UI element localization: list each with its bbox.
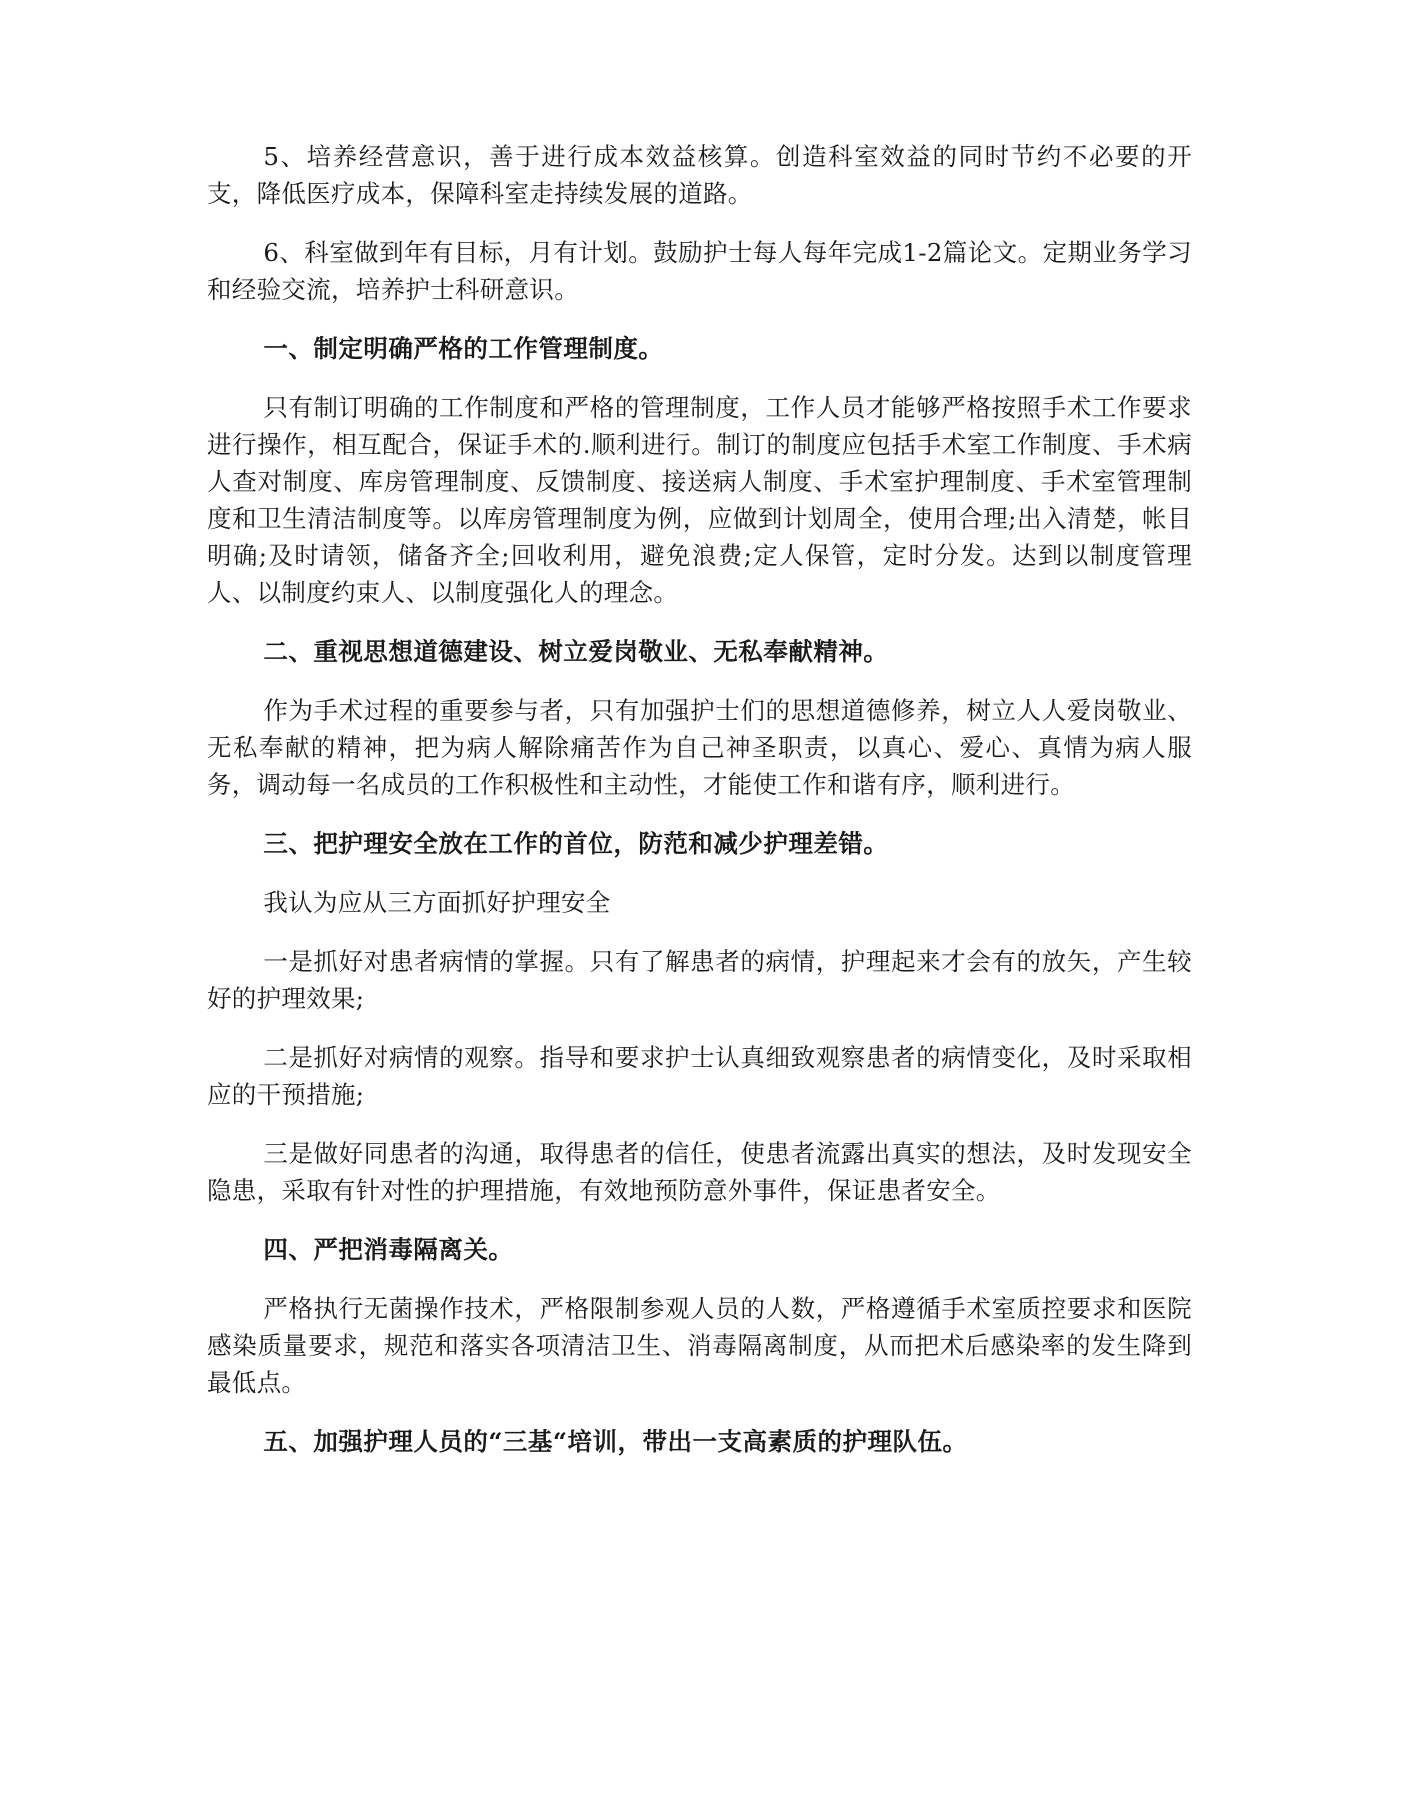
section-heading-5: 五、加强护理人员的“三基“培训，带出一支高素质的护理队伍。 bbox=[263, 1427, 968, 1456]
section-heading-1: 一、制定明确严格的工作管理制度。 bbox=[263, 334, 664, 363]
paragraph-item-6: 6、科室做到年有目标，月有计划。鼓励护士每人每年完成1-2篇论文。定期业务学习和经验交流，培养护士科研意识。 bbox=[207, 238, 1192, 304]
paragraph-section-2: 作为手术过程的重要参与者，只有加强护士们的思想道德修养，树立人人爱岗敬业、无私奉献的精神，把为病人解除痛苦作为自己神圣职责，以真心、爱心、真情为病人服务，调动每一名成员的工作积极性和主动性，才能使工作和谐有序，顺利进行。 bbox=[207, 696, 1192, 799]
section-heading-2: 二、重视思想道德建设、树立爱岗敬业、无私奉献精神。 bbox=[263, 637, 889, 666]
document-body bbox=[207, 138, 1192, 1482]
paragraph-section-3-point-1: 一是抓好对患者病情的掌握。只有了解患者的病情，护理起来才会有的放矢，产生较好的护理效果; bbox=[207, 947, 1192, 1013]
paragraph-section-4: 严格执行无菌操作技术，严格限制参观人员的人数，严格遵循手术室质控要求和医院感染质量要求，规范和落实各项清洁卫生、消毒隔离制度，从而把术后感染率的发生降到最低点。 bbox=[207, 1294, 1192, 1397]
section-heading-3: 三、把护理安全放在工作的首位，防范和减少护理差错。 bbox=[263, 829, 889, 858]
paragraph-item-5: 5、培养经营意识，善于进行成本效益核算。创造科室效益的同时节约不必要的开支，降低医疗成本，保障科室走持续发展的道路。 bbox=[207, 142, 1192, 208]
paragraph-section-3-point-2: 二是抓好对病情的观察。指导和要求护士认真细致观察患者的病情变化，及时采取相应的干预措施; bbox=[207, 1043, 1192, 1109]
paragraph-section-1: 只有制订明确的工作制度和严格的管理制度，工作人员才能够严格按照手术工作要求进行操作，相互配合，保证手术的.顺利进行。制订的制度应包括手术室工作制度、手术病人查对制度、库房管理制度、反馈制度、接送病人制度、手术室护理制度、手术室管理制度和卫生清洁制度等。以库房管理制度为例，应做到计划周全，使用合理;出入清楚，帐目明确;及时请领，储备齐全;回收利用，避免浪费;定人保管，定时分发。达到以制度管理人、以制度约束人、以制度强化人的理念。 bbox=[207, 393, 1192, 607]
section-heading-4: 四、严把消毒隔离关。 bbox=[263, 1235, 514, 1264]
paragraph-section-3-intro: 我认为应从三方面抓好护理安全 bbox=[263, 888, 611, 917]
paragraph-section-3-point-3: 三是做好同患者的沟通，取得患者的信任，使患者流露出真实的想法，及时发现安全隐患，采取有针对性的护理措施，有效地预防意外事件，保证患者安全。 bbox=[207, 1139, 1192, 1205]
